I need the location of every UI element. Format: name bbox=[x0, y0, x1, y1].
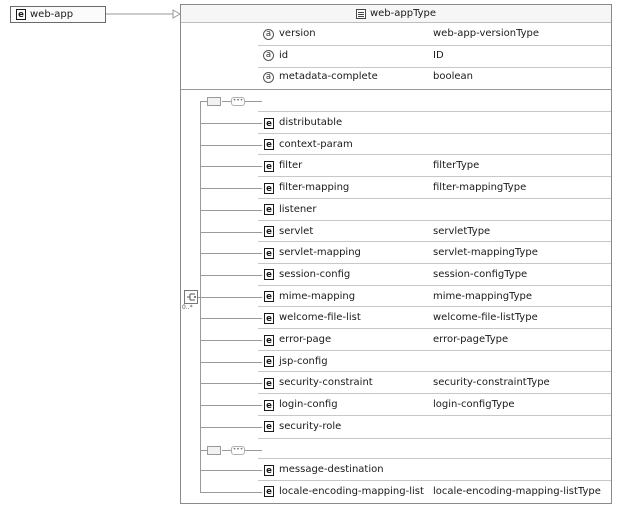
element-branch-line bbox=[200, 253, 262, 254]
sequence-2-icon[interactable] bbox=[207, 446, 221, 455]
element-branch-line bbox=[200, 297, 262, 298]
element-icon: e bbox=[16, 9, 26, 20]
element-row[interactable] bbox=[264, 333, 331, 348]
element-row[interactable] bbox=[264, 181, 349, 196]
choice-compositor-icon[interactable] bbox=[184, 290, 198, 304]
sequence-1-link bbox=[222, 101, 231, 102]
element-branch-line bbox=[200, 340, 262, 341]
element-row[interactable] bbox=[264, 311, 361, 326]
row-divider bbox=[258, 458, 611, 459]
attribute-icon: a bbox=[263, 72, 274, 83]
element-icon: e bbox=[264, 118, 274, 129]
row-divider bbox=[258, 133, 611, 134]
attribute-name: version bbox=[279, 28, 316, 39]
element-type: error-pageType bbox=[433, 334, 509, 345]
element-name: filter-mapping bbox=[279, 182, 350, 194]
element-type: session-configType bbox=[433, 268, 528, 280]
element-name: listener bbox=[279, 203, 317, 215]
element-name: servlet-mapping bbox=[279, 247, 361, 259]
row-divider bbox=[258, 263, 611, 264]
sequence-2-dots-icon: ••• bbox=[232, 446, 244, 453]
element-branch-line bbox=[200, 188, 262, 189]
element-row[interactable] bbox=[264, 463, 384, 478]
element-branch-line bbox=[200, 210, 262, 211]
element-branch-line bbox=[200, 166, 262, 167]
element-name: error-page bbox=[279, 334, 332, 345]
row-divider bbox=[258, 350, 611, 351]
element-branch-line bbox=[200, 275, 262, 276]
sequence-1-icon[interactable] bbox=[207, 97, 221, 106]
element-row[interactable] bbox=[264, 116, 342, 131]
sequence-2-link bbox=[245, 450, 262, 451]
row-divider bbox=[258, 45, 611, 46]
row-divider bbox=[258, 415, 611, 416]
row-divider bbox=[258, 285, 611, 286]
element-branch-line bbox=[200, 405, 262, 406]
sequence-2-link bbox=[222, 450, 231, 451]
row-divider bbox=[258, 393, 611, 394]
element-row[interactable] bbox=[264, 376, 373, 391]
attribute-icon: a bbox=[263, 50, 274, 61]
element-name: filter bbox=[279, 160, 303, 172]
choice-icon bbox=[185, 291, 197, 303]
element-icon: e bbox=[264, 269, 274, 280]
attribute-type: boolean bbox=[433, 71, 473, 82]
complex-type-icon bbox=[356, 9, 366, 19]
complex-type-header[interactable] bbox=[181, 5, 611, 23]
element-icon: e bbox=[264, 183, 274, 194]
element-name: locale-encoding-mapping-list bbox=[279, 485, 424, 497]
element-name: mime-mapping bbox=[279, 290, 356, 302]
attribute-icon: a bbox=[263, 29, 274, 40]
element-type: welcome-file-listType bbox=[433, 312, 538, 324]
attribute-row[interactable] bbox=[263, 49, 288, 64]
element-name: jsp-config bbox=[279, 355, 328, 367]
element-icon: e bbox=[264, 356, 274, 367]
element-name: login-config bbox=[279, 399, 338, 411]
element-branch-line bbox=[200, 362, 262, 363]
element-icon: e bbox=[264, 204, 274, 215]
element-row[interactable] bbox=[264, 290, 355, 305]
attribute-row[interactable] bbox=[263, 27, 316, 42]
element-name: security-constraint bbox=[279, 377, 373, 389]
attributes-divider bbox=[181, 89, 611, 90]
element-type: login-configType bbox=[433, 399, 515, 411]
element-icon: e bbox=[264, 486, 274, 497]
attribute-name: id bbox=[279, 49, 289, 61]
row-divider bbox=[258, 220, 611, 221]
row-divider bbox=[258, 371, 611, 372]
element-branch-line bbox=[200, 318, 262, 319]
element-row[interactable] bbox=[264, 225, 313, 240]
element-name: servlet bbox=[279, 225, 314, 237]
element-row[interactable] bbox=[264, 159, 302, 174]
element-row[interactable] bbox=[264, 246, 361, 261]
element-branch-line bbox=[200, 492, 262, 493]
row-divider bbox=[258, 241, 611, 242]
element-icon: e bbox=[264, 313, 274, 324]
element-icon: e bbox=[264, 248, 274, 259]
sequence-1-branch bbox=[200, 101, 207, 102]
sequence-1-dots-icon: ••• bbox=[232, 97, 244, 104]
element-name: security-role bbox=[279, 420, 342, 432]
attribute-type: web-app-versionType bbox=[433, 28, 540, 39]
element-icon: e bbox=[264, 378, 274, 389]
element-row[interactable] bbox=[264, 355, 328, 370]
sequence-1-link bbox=[245, 101, 262, 102]
element-row[interactable] bbox=[264, 398, 338, 413]
row-divider bbox=[258, 480, 611, 481]
element-branch-line bbox=[200, 383, 262, 384]
row-divider bbox=[258, 438, 611, 439]
element-type: locale-encoding-mapping-listType bbox=[433, 485, 601, 497]
element-name: session-config bbox=[279, 268, 351, 280]
element-icon: e bbox=[264, 226, 274, 237]
element-icon: e bbox=[264, 421, 274, 432]
element-type: mime-mappingType bbox=[433, 290, 533, 302]
element-row[interactable] bbox=[264, 420, 341, 435]
attribute-row[interactable] bbox=[263, 70, 378, 85]
element-name: context-param bbox=[279, 138, 353, 150]
row-divider bbox=[258, 328, 611, 329]
element-type: security-constraintType bbox=[433, 377, 550, 389]
root-element-label: web-app bbox=[30, 9, 74, 20]
element-icon: e bbox=[264, 139, 274, 150]
element-type: servlet-mappingType bbox=[433, 247, 538, 259]
element-row[interactable] bbox=[264, 138, 353, 153]
element-name: welcome-file-list bbox=[279, 312, 361, 324]
row-divider bbox=[258, 111, 611, 112]
row-divider bbox=[258, 154, 611, 155]
row-divider bbox=[258, 67, 611, 68]
element-branch-line bbox=[200, 145, 262, 146]
element-icon: e bbox=[264, 335, 274, 346]
attribute-name: metadata-complete bbox=[279, 71, 378, 82]
element-branch-line bbox=[200, 123, 262, 124]
row-divider bbox=[258, 306, 611, 307]
element-icon: e bbox=[264, 400, 274, 411]
element-row[interactable] bbox=[264, 268, 350, 283]
choice-cardinality: 0..* bbox=[182, 304, 193, 311]
attribute-type: ID bbox=[433, 49, 444, 61]
element-type: servletType bbox=[433, 225, 491, 237]
element-icon: e bbox=[264, 161, 274, 172]
row-divider bbox=[258, 176, 611, 177]
element-name: message-destination bbox=[279, 464, 384, 475]
sequence-2-branch bbox=[200, 450, 207, 451]
element-row[interactable] bbox=[264, 203, 316, 218]
element-branch-line bbox=[200, 470, 262, 471]
element-icon: e bbox=[264, 465, 274, 476]
connector-arrow bbox=[173, 10, 180, 18]
complex-type-title: web-appType bbox=[369, 8, 437, 19]
element-type: filter-mappingType bbox=[433, 182, 527, 194]
element-row[interactable] bbox=[264, 485, 424, 500]
row-divider bbox=[258, 198, 611, 199]
element-name: distributable bbox=[279, 117, 343, 128]
element-branch-line bbox=[200, 427, 262, 428]
element-type: filterType bbox=[433, 160, 480, 172]
element-branch-line bbox=[200, 232, 262, 233]
element-icon: e bbox=[264, 291, 274, 302]
